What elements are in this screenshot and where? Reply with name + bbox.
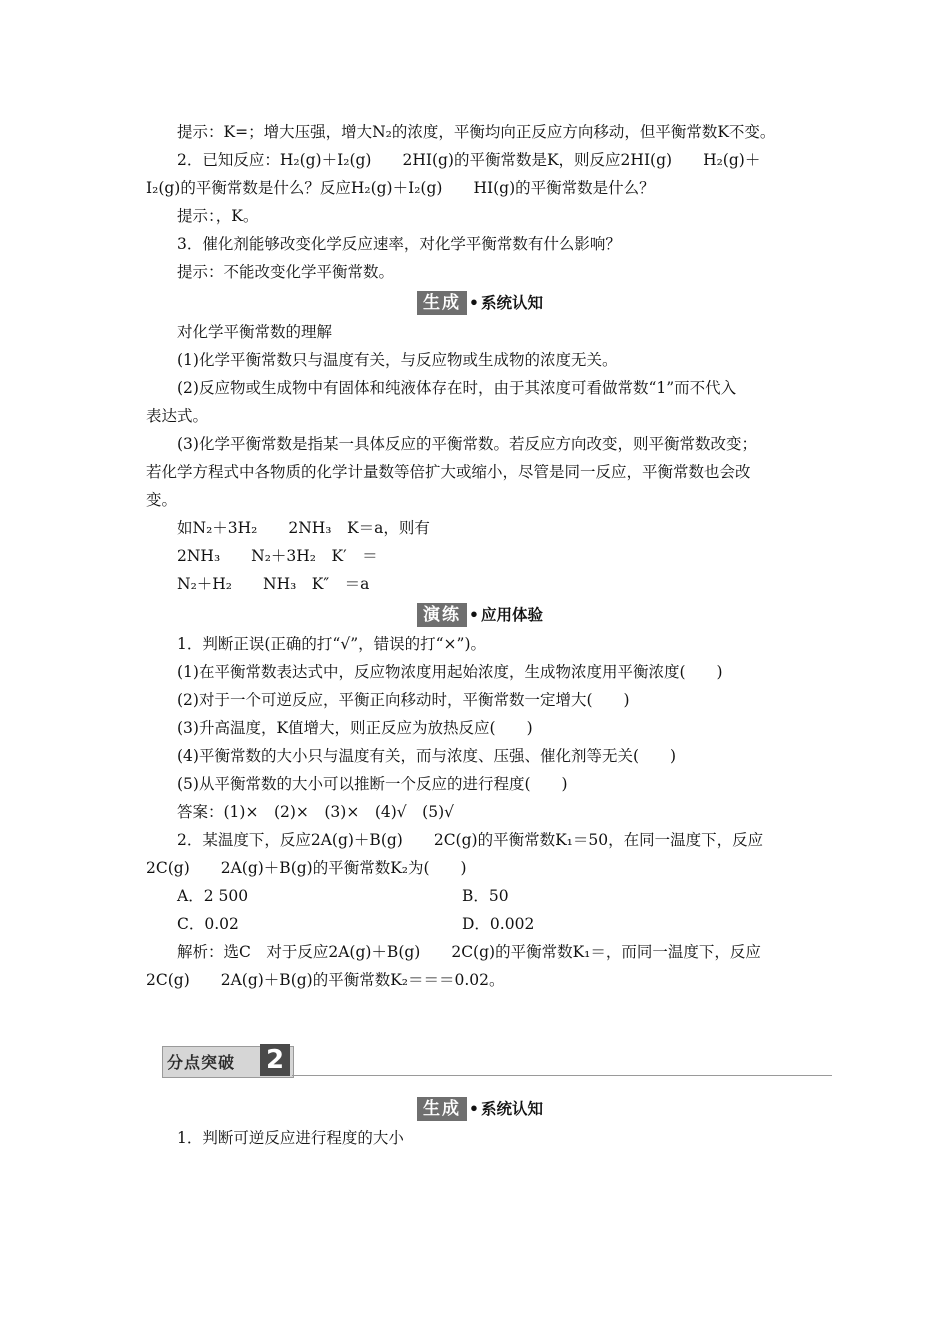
section-header-point-2 — [162, 1046, 832, 1078]
banner-tag: 生成 — [417, 1097, 467, 1121]
judge-item-2: (2)对于一个可逆反应，平衡正向移动时，平衡常数一定增大( ) — [177, 691, 630, 709]
option-d: D．0.002 — [462, 915, 535, 933]
options-row-1 — [146, 882, 814, 910]
question-3: 3．催化剂能够改变化学反应速率，对化学平衡常数有什么影响？ — [177, 235, 621, 253]
solution-line-2: 2C(g) 2A(g)＋B(g)的平衡常数K₂＝＝＝0.02。 — [146, 971, 505, 989]
question-2-line-1: 2．已知反应：H₂(g)＋I₂(g) 2HI(g)的平衡常数是K，则反应2HI(g) H₂(g)＋ — [177, 151, 761, 169]
banner-text: 应用体验 — [480, 606, 543, 624]
section-divider — [292, 1075, 832, 1076]
banner-practice — [146, 600, 814, 628]
options-row-2 — [146, 910, 814, 938]
judge-item-3: (3)升高温度，K值增大，则正反应为放热反应( ) — [177, 719, 533, 737]
practice-question-2-line-2: 2C(g) 2A(g)＋B(g)的平衡常数K₂为( ) — [146, 859, 467, 877]
hint-line-3: 提示：不能改变化学平衡常数。 — [177, 263, 395, 281]
equation-3: N₂＋H₂ NH₃ K″ ＝a — [177, 575, 370, 593]
solution-line-1: 解析：选C 对于反应2A(g)＋B(g) 2C(g)的平衡常数K₁＝，而同一温度下，反应 — [177, 943, 761, 961]
banner-text: 系统认知 — [480, 1100, 543, 1118]
banner-tag: 演练 — [417, 603, 467, 627]
banner-dot: • — [469, 293, 479, 312]
judge-item-1: (1)在平衡常数表达式中，反应物浓度用起始浓度，生成物浓度用平衡浓度( ) — [177, 663, 723, 681]
point-3-line-3: 变。 — [146, 491, 178, 509]
practice-question-2-line-1: 2．某温度下，反应2A(g)＋B(g) 2C(g)的平衡常数K₁＝50，在同一温度下，反应 — [177, 831, 764, 849]
banner-text: 系统认知 — [480, 294, 543, 312]
answer-line: 答案：(1)× (2)× (3)× (4)√ (5)√ — [177, 803, 454, 821]
option-a: A．2 500 — [177, 887, 249, 905]
point-3-line-1: (3)化学平衡常数是指某一具体反应的平衡常数。若反应方向改变，则平衡常数改变； — [177, 435, 757, 453]
banner-generate-understanding — [146, 288, 814, 316]
section-label: 分点突破 — [167, 1053, 236, 1072]
point-3-line-2: 若化学方程式中各物质的化学计量数等倍扩大或缩小，尽管是同一反应，平衡常数也会改 — [146, 463, 751, 481]
banner-generate-understanding-2 — [146, 1094, 814, 1122]
hint-line-2: 提示：，K。 — [177, 207, 259, 225]
option-c: C．0.02 — [177, 915, 239, 933]
equation-2: 2NH₃ N₂＋3H₂ K′ ＝ — [177, 547, 378, 565]
point-2-line-2: 表达式。 — [146, 407, 209, 425]
hint-line-1: 提示：K=；增大压强，增大N₂的浓度，平衡均向正反应方向移动，但平衡常数K不变。 — [177, 123, 776, 141]
section2-item-1: 1．判断可逆反应进行程度的大小 — [177, 1129, 404, 1147]
content-block-1 — [146, 118, 814, 994]
question-2-line-2: I₂(g)的平衡常数是什么？反应H₂(g)＋I₂(g) HI(g)的平衡常数是什么？ — [146, 179, 655, 197]
option-b: B．50 — [462, 887, 509, 905]
banner-dot: • — [469, 605, 479, 624]
equation-1: 如N₂＋3H₂ 2NH₃ K＝a，则有 — [177, 519, 430, 537]
judge-item-4: (4)平衡常数的大小只与温度有关，而与浓度、压强、催化剂等无关( ) — [177, 747, 677, 765]
banner-tag: 生成 — [417, 291, 467, 315]
point-2-line-1: (2)反应物或生成物中有固体和纯液体存在时，由于其浓度可看做常数“1”而不代入 — [177, 379, 737, 397]
judge-item-5: (5)从平衡常数的大小可以推断一个反应的进行程度( ) — [177, 775, 568, 793]
point-1: (1)化学平衡常数只与温度有关，与反应物或生成物的浓度无关。 — [177, 351, 618, 369]
section-number: 2 — [260, 1044, 290, 1076]
section-title: 对化学平衡常数的理解 — [177, 323, 333, 341]
content-block-2 — [146, 1092, 814, 1152]
practice-question-1: 1．判断正误(正确的打“√”，错误的打“×”)。 — [177, 635, 487, 653]
banner-dot: • — [469, 1099, 479, 1118]
